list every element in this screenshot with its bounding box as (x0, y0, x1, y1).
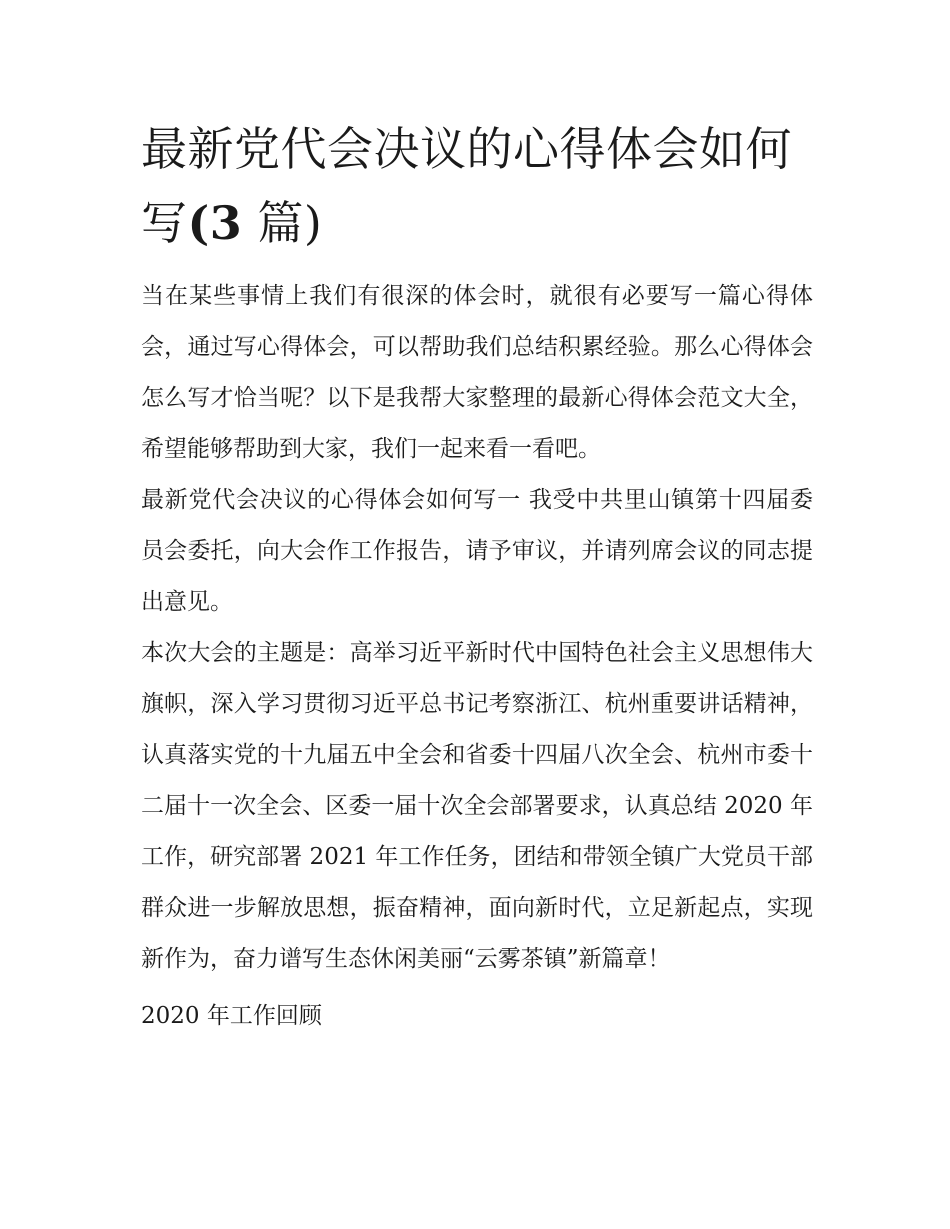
intro-paragraph: 当在某些事情上我们有很深的体会时，就很有必要写一篇心得体会，通过写心得体会，可以帮助我们总结积累经验。那么心得体会怎么写才恰当呢？以下是我帮大家整理的最新心得体会范文大全，希望能够帮助到大家，我们一起来看一看吧。 (141, 283, 813, 462)
document-title (141, 112, 813, 260)
title-text: 最新党代会决议的心得体会如何写 (141, 122, 792, 250)
body-paragraph: 本次大会的主题是：高举习近平新时代中国特色社会主义思想伟大旗帜，深入学习贯彻习近平总书记考察浙江、杭州重要讲话精神，认真落实党的十九届五中全会和省委十四届八次全会、杭州市委十二届十一次全会、区委一届十次全会部署要求，认真总结 2020 年工作，研究部署 2021 年工作任务，团结和带领全镇广大党员干部群众进一步解放思想，振奋精神，面向新时代，立足新起点，实现新作为，奋力谱写生态休闲美丽“云雾茶镇”新篇章！ (141, 640, 813, 972)
body-paragraph: 最新党代会决议的心得体会如何写一 我受中共里山镇第十四届委员会委托，向大会作工作报告，请予审议，并请列席会议的同志提出意见。 (141, 487, 813, 615)
section-heading: 2020 年工作回顾 (141, 1003, 322, 1029)
title-suffix: 篇) (242, 196, 323, 250)
title-count: (3 (187, 196, 243, 250)
document-page (141, 112, 813, 1042)
